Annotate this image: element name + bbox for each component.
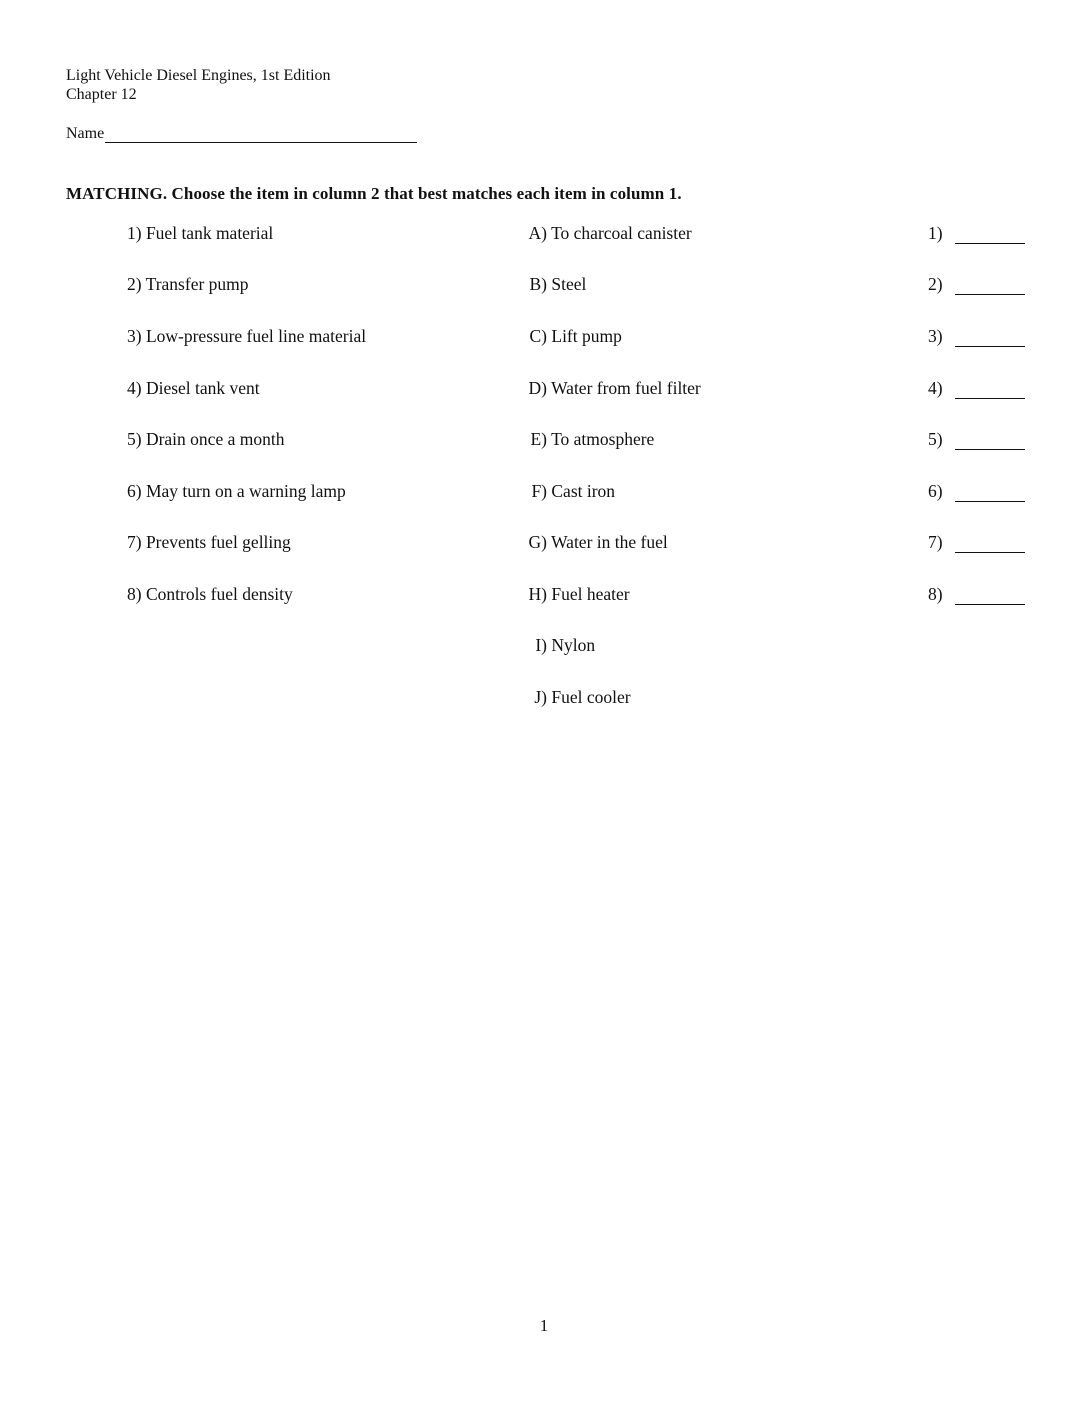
column1-item: 5) Drain once a month (127, 429, 285, 449)
option-letter: B) (529, 274, 547, 294)
instructions: MATCHING. Choose the item in column 2 that best matches each item in column 1. (66, 184, 682, 203)
name-row (66, 124, 417, 143)
column2-item (520, 378, 701, 399)
answer-blank[interactable] (928, 223, 954, 244)
option-letter: H) (528, 584, 547, 604)
matching-row (0, 532, 1088, 556)
answer-line[interactable] (955, 449, 1025, 450)
chapter-label: Chapter 12 (66, 86, 137, 103)
option-letter: C) (529, 326, 547, 346)
answer-line[interactable] (955, 552, 1025, 553)
document-header (66, 66, 331, 104)
option-text: Fuel cooler (551, 687, 631, 707)
answer-number: 6) (928, 481, 943, 501)
answer-blank[interactable] (928, 429, 954, 450)
answer-blank[interactable] (928, 326, 954, 347)
answer-blank[interactable] (928, 378, 954, 399)
option-text: Cast iron (551, 481, 616, 501)
answer-blank[interactable] (928, 532, 954, 553)
column1-item: 3) Low-pressure fuel line material (127, 326, 367, 346)
matching-row (0, 274, 1088, 298)
column1-item: 2) Transfer pump (127, 274, 249, 294)
name-label: Name (66, 125, 105, 142)
option-text: Nylon (551, 635, 596, 655)
answer-blank[interactable] (928, 274, 954, 295)
option-letter: G) (528, 532, 547, 552)
column2-item (520, 687, 631, 708)
answer-number: 7) (928, 532, 943, 552)
page-number: 1 (539, 1316, 549, 1335)
book-title: Light Vehicle Diesel Engines, 1st Edition (66, 67, 331, 84)
column2-item (520, 584, 630, 605)
answer-number: 8) (928, 584, 943, 604)
matching-row-extra (0, 687, 1088, 711)
option-letter: F) (531, 481, 547, 501)
option-letter: D) (528, 378, 547, 398)
matching-row (0, 326, 1088, 350)
answer-line[interactable] (955, 604, 1025, 605)
option-text: Fuel heater (551, 584, 630, 604)
column2-item (520, 635, 595, 656)
answer-line[interactable] (955, 398, 1025, 399)
matching-row (0, 429, 1088, 453)
answer-blank[interactable] (928, 481, 954, 502)
option-letter: I) (535, 635, 547, 655)
name-field[interactable] (105, 124, 417, 143)
column1-item: 8) Controls fuel density (127, 584, 293, 604)
option-letter: A) (528, 223, 547, 243)
answer-number: 1) (928, 223, 943, 243)
option-text: Water from fuel filter (551, 378, 701, 398)
answer-line[interactable] (955, 501, 1025, 502)
answer-number: 3) (928, 326, 943, 346)
option-letter: E) (530, 429, 547, 449)
column1-item: 7) Prevents fuel gelling (127, 532, 291, 552)
option-text: Lift pump (551, 326, 622, 346)
option-text: Steel (551, 274, 587, 294)
matching-row (0, 481, 1088, 505)
matching-row-extra (0, 635, 1088, 659)
column2-item (520, 532, 668, 553)
option-text: To charcoal canister (551, 223, 692, 243)
answer-blank[interactable] (928, 584, 954, 605)
answer-line[interactable] (955, 243, 1025, 244)
matching-row (0, 584, 1088, 608)
answer-number: 2) (928, 274, 943, 294)
column2-item (520, 326, 622, 347)
column1-item: 1) Fuel tank material (127, 223, 274, 243)
option-letter: J) (534, 687, 547, 707)
column1-item: 6) May turn on a warning lamp (127, 481, 346, 501)
option-text: Water in the fuel (551, 532, 668, 552)
column2-item (520, 429, 654, 450)
column2-item (520, 481, 615, 502)
answer-number: 4) (928, 378, 943, 398)
answer-number: 5) (928, 429, 943, 449)
answer-line[interactable] (955, 346, 1025, 347)
column1-item: 4) Diesel tank vent (127, 378, 260, 398)
column2-item (520, 223, 692, 244)
answer-line[interactable] (955, 294, 1025, 295)
matching-row (0, 223, 1088, 247)
matching-row (0, 378, 1088, 402)
option-text: To atmosphere (551, 429, 655, 449)
column2-item (520, 274, 586, 295)
